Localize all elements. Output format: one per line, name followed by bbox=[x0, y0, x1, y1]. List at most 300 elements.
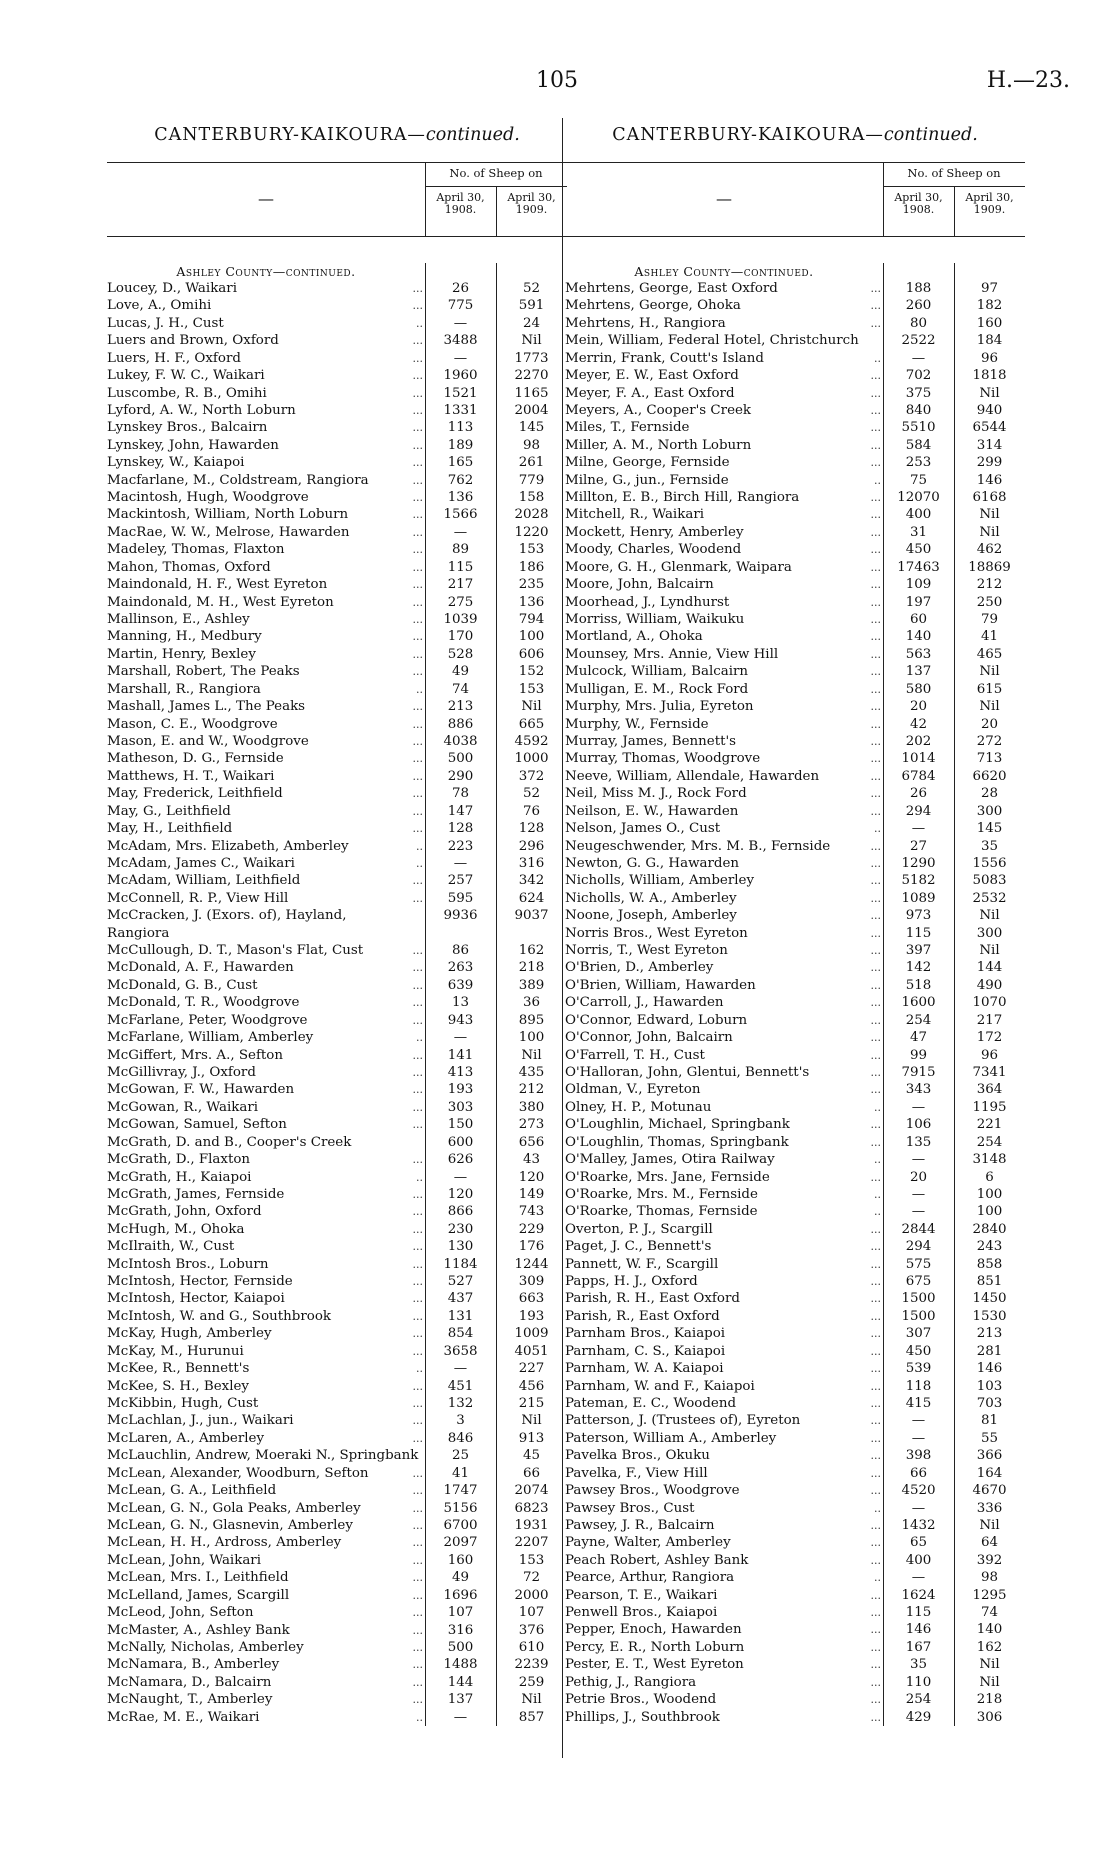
sheep-1908: 886 bbox=[447, 716, 474, 732]
table-row bbox=[107, 1500, 567, 1517]
sheep-1908: 197 bbox=[905, 594, 932, 610]
table-row bbox=[107, 1534, 567, 1551]
sheep-1908: 137 bbox=[447, 1692, 474, 1708]
sheep-1908: 275 bbox=[447, 594, 474, 610]
leader-dots: ... bbox=[412, 787, 423, 801]
leader-dots: ... bbox=[870, 1588, 881, 1602]
table-row bbox=[565, 1099, 1025, 1116]
sheep-1909: 153 bbox=[518, 1552, 545, 1568]
sheep-1909: Nil bbox=[979, 1517, 1000, 1533]
right-rows bbox=[565, 280, 1025, 1726]
sheep-1909: 316 bbox=[518, 855, 545, 871]
leader-dots: ... bbox=[870, 752, 881, 766]
sheep-1908: 257 bbox=[447, 873, 474, 889]
leader-dots: ... bbox=[412, 1240, 423, 1254]
table-row bbox=[107, 594, 567, 611]
table-row bbox=[107, 1151, 567, 1168]
sheep-1909: 2532 bbox=[972, 890, 1007, 906]
sheep-1908: 65 bbox=[909, 1535, 928, 1551]
table-row bbox=[565, 1151, 1025, 1168]
sheep-1909: 465 bbox=[976, 646, 1003, 662]
sheep-1908: 775 bbox=[447, 298, 474, 314]
table-row bbox=[107, 1325, 567, 1342]
leader-dots: ... bbox=[870, 909, 881, 923]
owner-name: May, Frederick, Leithfield bbox=[107, 786, 283, 802]
owner-name: McLean, Mrs. I., Leithfield bbox=[107, 1570, 289, 1586]
leader-dots: ... bbox=[412, 613, 423, 627]
sheep-1909: 6544 bbox=[972, 420, 1007, 436]
sheep-1908: 294 bbox=[905, 1239, 932, 1255]
right-header-year-1909: April 30, 1909. bbox=[965, 191, 1014, 216]
owner-name: McRae, M. E., Waikari bbox=[107, 1709, 260, 1725]
table-row bbox=[565, 907, 1025, 924]
owner-name: Penwell Bros., Kaiapoi bbox=[565, 1605, 718, 1621]
leader-dots: .. bbox=[874, 1187, 881, 1201]
sheep-1909: 851 bbox=[976, 1274, 1003, 1290]
table-row bbox=[565, 1081, 1025, 1098]
table-row bbox=[565, 855, 1025, 872]
sheep-1908: — bbox=[453, 855, 468, 871]
sheep-1908: 854 bbox=[447, 1326, 474, 1342]
sheep-1909: 24 bbox=[522, 315, 541, 331]
owner-name: McLean, Alexander, Woodburn, Sefton bbox=[107, 1465, 369, 1481]
sheep-1908: 2097 bbox=[443, 1535, 478, 1551]
sheep-1908: 131 bbox=[447, 1308, 474, 1324]
right-table-header bbox=[565, 162, 1025, 237]
sheep-1908: 500 bbox=[447, 751, 474, 767]
leader-dots: ... bbox=[870, 508, 881, 522]
table-row bbox=[107, 1447, 567, 1464]
sheep-1909: 162 bbox=[518, 943, 545, 959]
owner-name: Neugeschwender, Mrs. M. B., Fernside bbox=[565, 838, 831, 854]
leader-dots: ... bbox=[870, 944, 881, 958]
owner-name: McDonald, A. F., Hawarden bbox=[107, 960, 294, 976]
sheep-1909: 76 bbox=[522, 803, 541, 819]
sheep-1909: 1530 bbox=[972, 1308, 1007, 1324]
owner-name: Luers, H. F., Oxford bbox=[107, 350, 241, 366]
sheep-1909: Nil bbox=[979, 1657, 1000, 1673]
sheep-1909: 66 bbox=[522, 1465, 541, 1481]
table-row bbox=[565, 524, 1025, 541]
sheep-1908: 35 bbox=[909, 1657, 928, 1673]
table-row bbox=[565, 1325, 1025, 1342]
leader-dots: ... bbox=[870, 717, 881, 731]
owner-name: O'Loughlin, Michael, Springbank bbox=[565, 1117, 790, 1133]
owner-name: McGillivray, J., Oxford bbox=[107, 1065, 256, 1080]
owner-name: Norris Bros., West Eyreton bbox=[565, 925, 748, 941]
table-row bbox=[565, 1482, 1025, 1499]
table-row bbox=[107, 1517, 567, 1534]
table-row bbox=[107, 1465, 567, 1482]
leader-dots: ... bbox=[412, 369, 423, 383]
sheep-1909: 120 bbox=[518, 1169, 545, 1185]
sheep-1909: 218 bbox=[518, 960, 545, 976]
left-header-year-1908: April 30, 1908. bbox=[436, 191, 485, 216]
owner-name: Manning, H., Medbury bbox=[107, 629, 262, 645]
sheep-1908: 6700 bbox=[443, 1517, 478, 1533]
sheep-1909: 2028 bbox=[514, 507, 549, 523]
leader-dots: ... bbox=[870, 1484, 881, 1498]
sheep-1908: — bbox=[453, 524, 468, 540]
leader-dots: ... bbox=[412, 874, 423, 888]
table-row bbox=[107, 1308, 567, 1325]
table-row bbox=[107, 1290, 567, 1307]
owner-name: Payne, Walter, Amberley bbox=[565, 1535, 731, 1551]
sheep-1908: 7915 bbox=[901, 1064, 936, 1080]
sheep-1908: — bbox=[911, 1099, 926, 1115]
sheep-1909: 259 bbox=[518, 1674, 545, 1690]
owner-name: Neilson, E. W., Hawarden bbox=[565, 803, 739, 819]
leader-dots: ... bbox=[870, 543, 881, 557]
sheep-1909: 4051 bbox=[514, 1343, 549, 1359]
leader-dots: ... bbox=[412, 438, 423, 452]
leader-dots: .. bbox=[416, 1362, 423, 1376]
owner-name: Parnham, C. S., Kaiapoi bbox=[565, 1343, 726, 1359]
sheep-1909: 456 bbox=[518, 1378, 545, 1394]
leader-dots: ... bbox=[870, 578, 881, 592]
sheep-1909: 6 bbox=[985, 1169, 994, 1185]
sheep-1909: 336 bbox=[976, 1500, 1003, 1516]
sheep-1909: 309 bbox=[518, 1274, 545, 1290]
sheep-1909: 172 bbox=[976, 1030, 1003, 1046]
owner-name: Murphy, W., Fernside bbox=[565, 716, 709, 732]
sheep-1908: 223 bbox=[447, 838, 474, 854]
owner-name: Lynskey, John, Hawarden bbox=[107, 437, 279, 453]
sheep-1909: Nil bbox=[521, 1413, 542, 1429]
sheep-1909: 98 bbox=[980, 1570, 999, 1586]
sheep-1909: 254 bbox=[976, 1134, 1003, 1150]
owner-name: McIntosh, Hector, Kaiapoi bbox=[107, 1291, 285, 1307]
leader-dots: ... bbox=[412, 1066, 423, 1079]
leader-dots: ... bbox=[870, 613, 881, 627]
sheep-1909: 342 bbox=[518, 873, 545, 889]
sheep-1909: 1450 bbox=[972, 1291, 1007, 1307]
sheep-1908: 539 bbox=[905, 1361, 932, 1377]
leader-dots: .. bbox=[874, 1100, 881, 1114]
sheep-1908: — bbox=[453, 1030, 468, 1046]
leader-dots: ... bbox=[412, 1292, 423, 1306]
sheep-1909: 74 bbox=[980, 1605, 999, 1621]
sheep-1909: 215 bbox=[518, 1396, 545, 1412]
leader-dots: ... bbox=[870, 630, 881, 644]
leader-dots: ... bbox=[412, 473, 423, 487]
table-row bbox=[565, 1047, 1025, 1064]
sheep-1908: 132 bbox=[447, 1396, 474, 1412]
sheep-1909: 261 bbox=[518, 455, 545, 471]
leader-dots: ... bbox=[412, 1640, 423, 1654]
leader-dots: ... bbox=[870, 1327, 881, 1341]
owner-name: McAdam, Mrs. Elizabeth, Amberley bbox=[107, 838, 349, 854]
sheep-1909: 184 bbox=[976, 333, 1003, 349]
sheep-1909: 858 bbox=[976, 1256, 1003, 1272]
leader-dots: ... bbox=[412, 1484, 423, 1498]
leader-dots: ... bbox=[412, 1553, 423, 1567]
owner-name: McLean, G. A., Leithfield bbox=[107, 1483, 277, 1499]
sheep-1909: 713 bbox=[976, 751, 1003, 767]
sheep-1908: 639 bbox=[447, 977, 474, 993]
owner-name: Pavelka Bros., Okuku bbox=[565, 1448, 710, 1464]
leader-dots: ... bbox=[412, 1658, 423, 1672]
table-row bbox=[565, 1465, 1025, 1482]
table-row bbox=[565, 1064, 1025, 1081]
sheep-1908: 1488 bbox=[443, 1657, 478, 1673]
owner-name: Murphy, Mrs. Julia, Eyreton bbox=[565, 699, 754, 715]
table-row bbox=[565, 1029, 1025, 1046]
leader-dots: ... bbox=[870, 1431, 881, 1445]
leader-dots: ... bbox=[870, 1658, 881, 1672]
table-row bbox=[107, 1622, 567, 1639]
leader-dots: ... bbox=[412, 1623, 423, 1637]
leader-dots: ... bbox=[870, 804, 881, 818]
sheep-1909: 96 bbox=[980, 1047, 999, 1063]
owner-name: McDonald, T. R., Woodgrove bbox=[107, 995, 300, 1011]
table-row bbox=[107, 1552, 567, 1569]
table-row bbox=[565, 1534, 1025, 1551]
table-row bbox=[107, 1081, 567, 1098]
sheep-1909: 364 bbox=[976, 1082, 1003, 1098]
owner-name: Parish, R. H., East Oxford bbox=[565, 1291, 740, 1307]
sheep-1908: 429 bbox=[905, 1709, 932, 1725]
leader-dots: ... bbox=[870, 282, 881, 295]
sheep-1909: 703 bbox=[976, 1396, 1003, 1411]
sheep-1908: 78 bbox=[451, 786, 470, 802]
owner-name: Mahon, Thomas, Oxford bbox=[107, 559, 271, 575]
sheep-1909: 164 bbox=[976, 1465, 1003, 1481]
owner-name: Murray, Thomas, Woodgrove bbox=[565, 751, 761, 767]
sheep-1909: 103 bbox=[976, 1378, 1003, 1394]
table-row bbox=[565, 559, 1025, 576]
leader-dots: ... bbox=[412, 1693, 423, 1707]
leader-dots: ... bbox=[412, 665, 423, 679]
table-row bbox=[107, 1569, 567, 1586]
sheep-1909: 162 bbox=[976, 1639, 1003, 1655]
sheep-1908: 188 bbox=[905, 281, 932, 296]
sheep-1909: 98 bbox=[522, 437, 541, 453]
leader-dots: ... bbox=[412, 944, 423, 958]
leader-dots: ... bbox=[870, 456, 881, 470]
owner-name: Loucey, D., Waikari bbox=[107, 281, 237, 296]
sheep-1908: 675 bbox=[905, 1274, 932, 1290]
table-row bbox=[107, 1691, 567, 1708]
leader-dots: ... bbox=[412, 543, 423, 557]
sheep-1908: 128 bbox=[447, 821, 474, 837]
owner-name: McKibbin, Hugh, Cust bbox=[107, 1396, 259, 1412]
leader-dots: ... bbox=[870, 1466, 881, 1480]
table-row bbox=[107, 315, 567, 332]
table-row bbox=[565, 628, 1025, 645]
leader-dots: .. bbox=[874, 351, 881, 365]
leader-dots: ... bbox=[412, 386, 423, 400]
sheep-1908: 66 bbox=[909, 1465, 928, 1481]
leader-dots: ... bbox=[412, 1327, 423, 1341]
owner-name: Nicholls, W. A., Amberley bbox=[565, 890, 737, 906]
leader-dots: .. bbox=[416, 856, 423, 870]
table-row bbox=[565, 1360, 1025, 1377]
sheep-1908: 1039 bbox=[443, 612, 478, 628]
owner-name: Overton, P. J., Scargill bbox=[565, 1221, 713, 1237]
sheep-1908: — bbox=[911, 1186, 926, 1202]
sheep-1908: 31 bbox=[909, 524, 928, 540]
sheep-1908: 4520 bbox=[901, 1483, 936, 1499]
owner-name: McGowan, R., Waikari bbox=[107, 1099, 259, 1115]
owner-name: Moore, G. H., Glenmark, Waipara bbox=[565, 559, 792, 575]
leader-dots: ... bbox=[412, 403, 423, 417]
table-row bbox=[565, 367, 1025, 384]
sheep-1909: 218 bbox=[976, 1692, 1003, 1708]
owner-name: Moore, John, Balcairn bbox=[565, 577, 714, 593]
leader-dots: ... bbox=[412, 299, 423, 313]
leader-dots: ... bbox=[412, 1100, 423, 1114]
table-row bbox=[565, 594, 1025, 611]
sheep-1908: 144 bbox=[447, 1674, 474, 1690]
sheep-1908: 451 bbox=[447, 1378, 474, 1394]
sheep-1909: 281 bbox=[976, 1343, 1003, 1359]
owner-name: Moody, Charles, Woodend bbox=[565, 542, 742, 558]
sheep-1908: 290 bbox=[447, 768, 474, 784]
leader-dots: .. bbox=[874, 1501, 881, 1515]
sheep-1909: 55 bbox=[980, 1430, 999, 1446]
owner-name: O'Loughlin, Thomas, Springbank bbox=[565, 1134, 789, 1150]
sheep-1908: 140 bbox=[905, 629, 932, 645]
owner-name: O'Brien, William, Hawarden bbox=[565, 977, 756, 993]
owner-name: Meyer, E. W., East Oxford bbox=[565, 368, 739, 384]
sheep-1909: 663 bbox=[518, 1291, 545, 1307]
sheep-1908: 89 bbox=[451, 542, 470, 558]
owner-name: McMaster, A., Ashley Bank bbox=[107, 1622, 290, 1638]
sheep-1909: 72 bbox=[522, 1570, 541, 1586]
sheep-1908: — bbox=[453, 350, 468, 366]
owner-name: Paget, J. C., Bennett's bbox=[565, 1239, 712, 1255]
table-row bbox=[565, 402, 1025, 419]
sheep-1909: 779 bbox=[518, 472, 545, 488]
table-row bbox=[107, 541, 567, 558]
sheep-1909: 6168 bbox=[972, 490, 1007, 506]
owner-name: Matthews, H. T., Waikari bbox=[107, 768, 275, 784]
table-row bbox=[107, 611, 567, 628]
sheep-1909: 606 bbox=[518, 646, 545, 662]
sheep-1908: 12070 bbox=[897, 490, 940, 506]
owner-name: Madeley, Thomas, Flaxton bbox=[107, 542, 285, 558]
sheep-1909: 227 bbox=[518, 1361, 545, 1377]
table-row bbox=[565, 1430, 1025, 1447]
leader-dots: ... bbox=[412, 1518, 423, 1532]
owner-name: Peach Robert, Ashley Bank bbox=[565, 1552, 749, 1568]
sheep-1909: 193 bbox=[518, 1308, 545, 1324]
leader-dots: .. bbox=[874, 1153, 881, 1167]
sheep-1909: 3148 bbox=[972, 1152, 1007, 1168]
owner-name: McLean, G. N., Gola Peaks, Amberley bbox=[107, 1500, 361, 1516]
sheep-1909: 591 bbox=[518, 298, 545, 314]
owner-name: Noone, Joseph, Amberley bbox=[565, 908, 737, 924]
sheep-1908: 60 bbox=[909, 612, 928, 628]
owner-name: Pearce, Arthur, Rangiora bbox=[565, 1570, 735, 1586]
table-row bbox=[107, 1238, 567, 1255]
table-row bbox=[107, 785, 567, 802]
table-row bbox=[107, 628, 567, 645]
leader-dots: ... bbox=[412, 1466, 423, 1480]
sheep-1909: Nil bbox=[979, 943, 1000, 959]
sheep-1908: 49 bbox=[451, 1570, 470, 1586]
sheep-1908: 1600 bbox=[901, 995, 936, 1011]
sheep-1909: Nil bbox=[521, 1047, 542, 1063]
leader-dots: ... bbox=[412, 1501, 423, 1515]
sheep-1909: 2207 bbox=[514, 1535, 549, 1551]
sheep-1908: 110 bbox=[905, 1674, 932, 1690]
table-row bbox=[107, 907, 567, 942]
owner-name: O'Halloran, John, Glentui, Bennett's bbox=[565, 1064, 810, 1080]
owner-name: McDonald, G. B., Cust bbox=[107, 977, 258, 993]
sheep-1908: 397 bbox=[905, 943, 932, 959]
sheep-1908: 1747 bbox=[443, 1483, 478, 1499]
table-row bbox=[565, 1447, 1025, 1464]
sheep-1909: Nil bbox=[979, 524, 1000, 540]
table-row bbox=[565, 890, 1025, 907]
leader-dots: ... bbox=[412, 1379, 423, 1393]
table-row bbox=[107, 1395, 567, 1412]
owner-name: O'Malley, James, Otira Railway bbox=[565, 1152, 775, 1168]
sheep-1909: 250 bbox=[976, 594, 1003, 610]
sheep-1909: 96 bbox=[980, 350, 999, 366]
table-row bbox=[107, 698, 567, 715]
owner-name: Olney, H. P., Motunau bbox=[565, 1099, 712, 1115]
sheep-1908: 170 bbox=[447, 629, 474, 645]
owner-name: Papps, H. J., Oxford bbox=[565, 1274, 698, 1290]
table-row bbox=[107, 1029, 567, 1046]
table-row bbox=[565, 681, 1025, 698]
leader-dots: ... bbox=[412, 1048, 423, 1062]
sheep-1909: Nil bbox=[979, 908, 1000, 924]
leader-dots: .. bbox=[416, 839, 423, 853]
leader-dots: ... bbox=[870, 1362, 881, 1376]
owner-name: Mortland, A., Ohoka bbox=[565, 629, 703, 645]
leader-dots: ... bbox=[870, 1065, 881, 1079]
right-header-sheep-label: No. of Sheep on bbox=[907, 166, 1001, 180]
table-row bbox=[107, 419, 567, 436]
sheep-1909: 182 bbox=[976, 298, 1003, 314]
leader-dots: ... bbox=[870, 1292, 881, 1306]
sheep-1909: 1931 bbox=[514, 1517, 549, 1533]
owner-name: Martin, Henry, Bexley bbox=[107, 646, 256, 662]
owner-name: Oldman, V., Eyreton bbox=[565, 1082, 701, 1098]
sheep-1909: 272 bbox=[976, 733, 1003, 749]
table-row bbox=[565, 925, 1025, 942]
sheep-1908: 253 bbox=[905, 455, 932, 471]
table-row bbox=[565, 750, 1025, 767]
sheep-1909: 462 bbox=[976, 542, 1003, 558]
owner-name: McLauchlin, Andrew, Moeraki N., Springbank bbox=[107, 1448, 419, 1464]
sheep-1909: 160 bbox=[976, 315, 1003, 331]
owner-name: Millton, E. B., Birch Hill, Rangiora bbox=[565, 490, 800, 506]
sheep-1909: 376 bbox=[518, 1622, 545, 1638]
owner-name: McHugh, M., Ohoka bbox=[107, 1221, 245, 1237]
owner-name: Neil, Miss M. J., Rock Ford bbox=[565, 786, 747, 802]
table-row bbox=[565, 994, 1025, 1011]
owner-name: Mallinson, E., Ashley bbox=[107, 612, 250, 628]
sheep-1908: 260 bbox=[905, 298, 932, 314]
owner-name: McNaught, T., Amberley bbox=[107, 1692, 273, 1708]
sheep-1909: 81 bbox=[980, 1413, 999, 1429]
leader-dots: ... bbox=[412, 560, 423, 574]
table-row bbox=[107, 1587, 567, 1604]
sheep-1909: 1070 bbox=[972, 995, 1007, 1011]
table-row bbox=[565, 733, 1025, 750]
sheep-1908: 3488 bbox=[443, 333, 478, 349]
sheep-1909: 2000 bbox=[514, 1587, 549, 1603]
sheep-1909: 794 bbox=[518, 612, 545, 628]
table-row bbox=[107, 280, 567, 297]
table-row bbox=[565, 1587, 1025, 1604]
sheep-1909: 146 bbox=[976, 1361, 1003, 1377]
